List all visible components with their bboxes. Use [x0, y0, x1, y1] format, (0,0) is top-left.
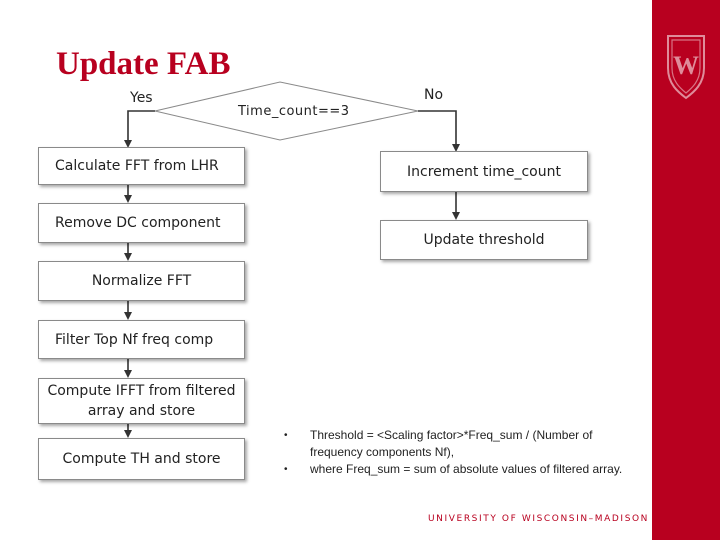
- bullet-icon: •: [284, 430, 288, 441]
- step-compute-ifft: Compute IFFT from filtered array and store: [38, 378, 245, 424]
- note-line-1: Threshold = <Scaling factor>*Freq_sum / (Number of frequency components Nf),: [310, 428, 593, 459]
- step-filter-top-nf: Filter Top Nf freq comp: [38, 320, 245, 359]
- step-update-threshold: Update threshold: [380, 220, 588, 260]
- decision-condition: Time_count==3: [238, 104, 350, 119]
- step-calculate-fft: Calculate FFT from LHR: [38, 147, 245, 185]
- university-crest-icon: [662, 28, 710, 100]
- university-footer: UNIVERSITY OF WISCONSIN–MADISON: [428, 514, 650, 524]
- step-remove-dc: Remove DC component: [38, 203, 245, 243]
- yes-connector: [128, 111, 155, 146]
- yes-label: Yes: [130, 90, 153, 106]
- step-compute-th: Compute TH and store: [38, 438, 245, 480]
- note-line-2: where Freq_sum = sum of absolute values of filtered array.: [310, 462, 623, 476]
- svg-text:W: W: [673, 51, 699, 80]
- step-normalize-fft: Normalize FFT: [38, 261, 245, 301]
- brand-sidebar: [652, 0, 720, 540]
- threshold-notes: [284, 427, 624, 478]
- slide-title: Update FAB: [56, 46, 231, 82]
- bullet-icon: •: [284, 464, 288, 475]
- no-connector: [418, 111, 456, 150]
- step-increment-time-count: Increment time_count: [380, 151, 588, 192]
- no-label: No: [424, 87, 444, 103]
